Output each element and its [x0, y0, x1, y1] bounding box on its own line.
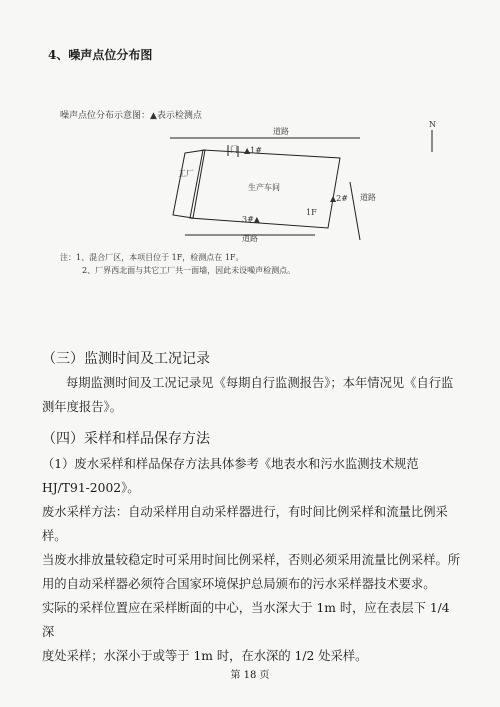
page-number: 第 18 页: [230, 670, 270, 681]
section-3-line-1: 每期监测时间及工况记录见《每期自行监测报告》；本年情况见《自行监: [66, 376, 454, 390]
north-label: N: [429, 120, 436, 129]
section-4-line-5: 用的自动采样器必须符合国家环境保护总局颁布的污水采样器技术要求。: [42, 577, 436, 591]
road-bottom-label: 道路: [242, 234, 258, 243]
section-heading-noise-map: 4、噪声点位分布图: [48, 48, 153, 62]
section-3-line-2: 测年度报告》。: [42, 400, 122, 414]
diagram-note-2: 2、厂界西北面与其它工厂共一面墙，因此未设噪声检测点。: [82, 266, 296, 275]
section-4-line-4: 当废水排放量较稳定时可采用时间比例采样，否则必须采用流量比例采样。所: [42, 553, 461, 567]
section-4-body: [42, 452, 462, 668]
monitoring-point-3: 3#▲: [242, 215, 260, 224]
factory-box: [173, 150, 205, 218]
diagram-legend: 噪声点位分布示意图：▲表示检测点: [60, 111, 202, 121]
section-4-line-7: 度处采样；水深小于或等于 1m 时，在水深的 1/2 处采样。: [42, 649, 368, 663]
section-4-title: （四）采样和样品保存方法: [42, 431, 210, 447]
section-4-line-2: HJ/T91-2002》。: [42, 481, 140, 495]
door-label: 门: [230, 145, 238, 154]
factory-label: 工厂: [178, 169, 194, 178]
road-right-label: 道路: [360, 193, 376, 202]
noise-point-diagram: [60, 100, 480, 280]
floor-label: 1F: [306, 208, 317, 217]
workshop-label: 生产车间: [248, 183, 280, 192]
road-right-line: [350, 182, 360, 240]
road-top-label: 道路: [273, 127, 289, 136]
monitoring-point-2: ▲2#: [330, 194, 348, 203]
section-4-line-6: 实际的采样位置应在采样断面的中心，当水深大于 1m 时，应在表层下 1/4 深: [42, 601, 450, 639]
section-4-line-3: 废水采样方法：自动采样用自动采样器进行，有时间比例采样和流量比例采样。: [42, 505, 448, 543]
section-4-line-1: （1）废水采样和样品保存方法具体参考《地表水和污水监测技术规范: [42, 457, 419, 471]
diagram-note-1: 注：1、混合厂区，本项目位于 1F，检测点在 1F。: [60, 253, 244, 262]
section-3-body: [42, 371, 462, 419]
section-3-title: （三）监测时间及工况记录: [42, 351, 210, 367]
monitoring-point-1: ▲1#: [244, 146, 262, 155]
